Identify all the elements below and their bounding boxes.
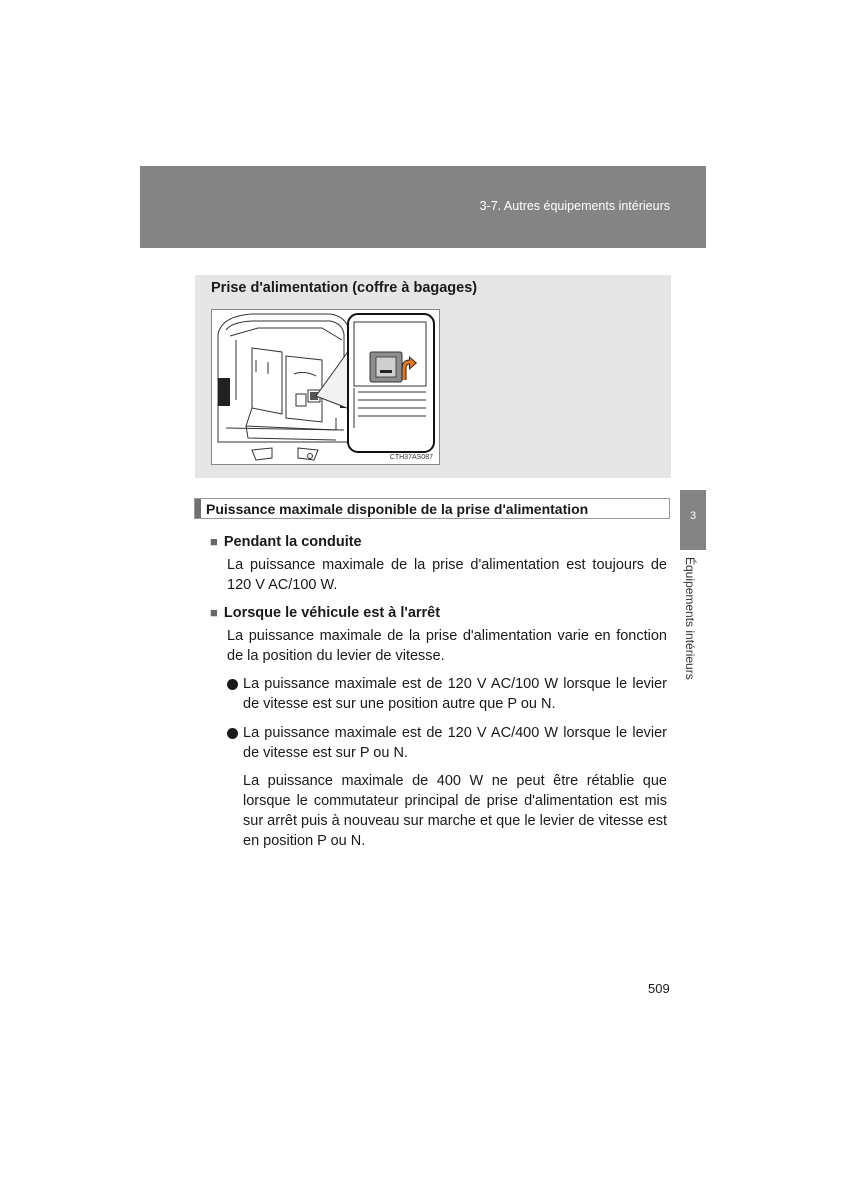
bullet-item-other-position: La puissance maximale est de 120 V AC/100 W lorsque le levier de vitesse est sur une position autre que P ou N. [243, 676, 667, 712]
section-heading: Puissance maximale disponible de la prise d'alimentation [206, 501, 589, 517]
figure-illustration [211, 309, 440, 465]
note-paragraph: La puissance maximale de 400 W ne peut être rétablie que lorsque le commutateur principal de prise d'alimentation est mis sur arrêt puis à nouveau sur marche et que le levier de vitesse est en position P ou N. [243, 773, 667, 849]
chapter-header-band [140, 166, 706, 248]
section-heading-bar [195, 499, 201, 518]
cargo-power-outlet-illustration [212, 310, 439, 464]
bullet-item-p-or-n: La puissance maximale est de 120 V AC/400 W lorsque le levier de vitesse est sur P ou N. [243, 725, 667, 761]
chapter-tab [680, 490, 706, 550]
chapter-label: Équipements intérieurs [683, 557, 697, 680]
subsection-heading-driving [210, 534, 362, 550]
subsection-heading-stopped [210, 605, 440, 621]
subsection-heading-text: Pendant la conduite [223, 534, 362, 550]
square-bullet-icon: ■ [210, 534, 218, 549]
section-heading-box [194, 498, 670, 519]
bullet-dot-icon [227, 679, 238, 690]
bullet-dot-icon [227, 728, 238, 739]
square-bullet-icon: ■ [210, 605, 218, 620]
figure-title: Prise d'alimentation (coffre à bagages) [211, 280, 478, 296]
chapter-number: 3 [689, 510, 697, 522]
paragraph-driving: La puissance maximale de la prise d'alimentation est toujours de 120 V AC/100 W. [227, 557, 667, 593]
page-number: 509 [648, 981, 670, 996]
figure-box [195, 275, 671, 478]
subsection-heading-text: Lorsque le véhicule est à l'arrêt [223, 605, 441, 621]
paragraph-stopped: La puissance maximale de la prise d'alimentation varie en fonction de la position du levier de vitesse. [227, 628, 667, 664]
section-title: 3-7. Autres équipements intérieurs [479, 199, 670, 213]
figure-code: CTH37AS087 [389, 454, 433, 461]
